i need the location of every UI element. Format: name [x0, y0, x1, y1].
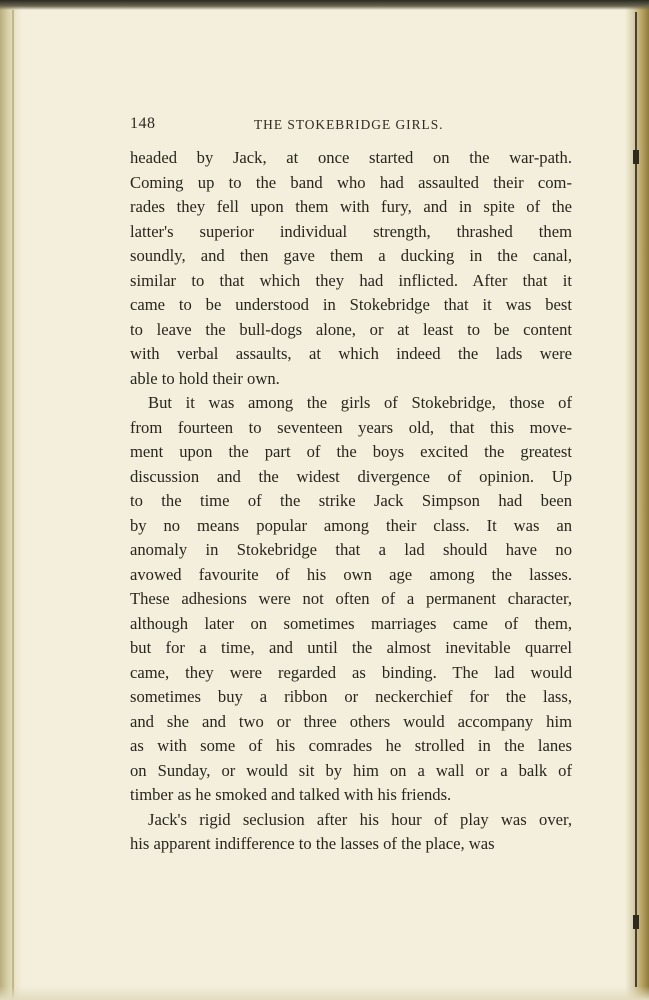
text-line: and she and two or three others would accompany him — [130, 711, 572, 731]
text-line: avowed favourite of his own age among the lasses. — [130, 564, 572, 584]
text-line: came to be understood in Stokebridge that it was best — [130, 295, 572, 314]
text-line: similar to that which they had inflicted. After that it — [130, 270, 572, 290]
text-line: timber as he smoked and talked with his friends. — [130, 785, 452, 804]
text-line: by no means popular among their class. It was an — [130, 515, 572, 535]
text-line: although later on sometimes marriages came of them, — [130, 613, 572, 633]
bottom-edge-shade — [0, 986, 649, 1000]
paragraph — [130, 808, 572, 857]
text-line: latter's superior individual strength, thrashed them — [130, 221, 572, 241]
text-line: his apparent indifference to the lasses of the place, was — [130, 834, 495, 853]
text-line: discussion and the widest divergence of opinion. Up — [130, 466, 572, 486]
text-line: Jack's rigid seclusion after his hour of play was over, — [148, 809, 572, 829]
text-line: came, they were regarded as binding. The lad would — [130, 662, 572, 682]
text-line: headed by Jack, at once started on the war-path. — [130, 148, 572, 167]
text-line: anomaly in Stokebridge that a lad should have no — [130, 540, 572, 559]
text-line: but for a time, and until the almost inevitable quarrel — [130, 638, 572, 657]
fore-edge-mark — [633, 150, 639, 164]
text-line: with verbal assaults, at which indeed the lads were — [130, 344, 572, 363]
fore-edge-mark — [633, 915, 639, 929]
body-text — [130, 146, 572, 857]
text-line: on Sunday, or would sit by him on a wall or a balk of — [130, 760, 572, 780]
text-line: But it was among the girls of Stokebridge, those of — [148, 393, 572, 412]
text-line: to leave the bull-dogs alone, or at least to be content — [130, 319, 572, 339]
binding-edge — [0, 0, 22, 1000]
text-line: ment upon the part of the boys excited the greatest — [130, 442, 572, 461]
text-line: able to hold their own. — [130, 368, 280, 388]
text-line: sometimes buy a ribbon or neckerchief for the lass, — [130, 687, 572, 706]
text-line: as with some of his comrades he strolled in the lanes — [130, 736, 572, 755]
top-edge-shadow — [0, 0, 649, 10]
paragraph — [130, 146, 572, 391]
text-line: Coming up to the band who had assaulted their com- — [130, 172, 572, 192]
text-line: from fourteen to seventeen years old, that this move- — [130, 417, 572, 437]
text-line: These adhesions were not often of a permanent character, — [130, 589, 572, 608]
text-line: to the time of the strike Jack Simpson had been — [130, 491, 572, 510]
running-head: THE STOKEBRIDGE GIRLS. — [254, 117, 444, 132]
binding-shadow-line — [12, 10, 14, 1000]
page-header — [130, 115, 572, 137]
text-line: rades they fell upon them with fury, and in spite of the — [130, 197, 572, 216]
paragraph — [130, 391, 572, 808]
page-number: 148 — [130, 115, 156, 132]
text-line: soundly, and then gave them a ducking in the canal, — [130, 246, 572, 265]
